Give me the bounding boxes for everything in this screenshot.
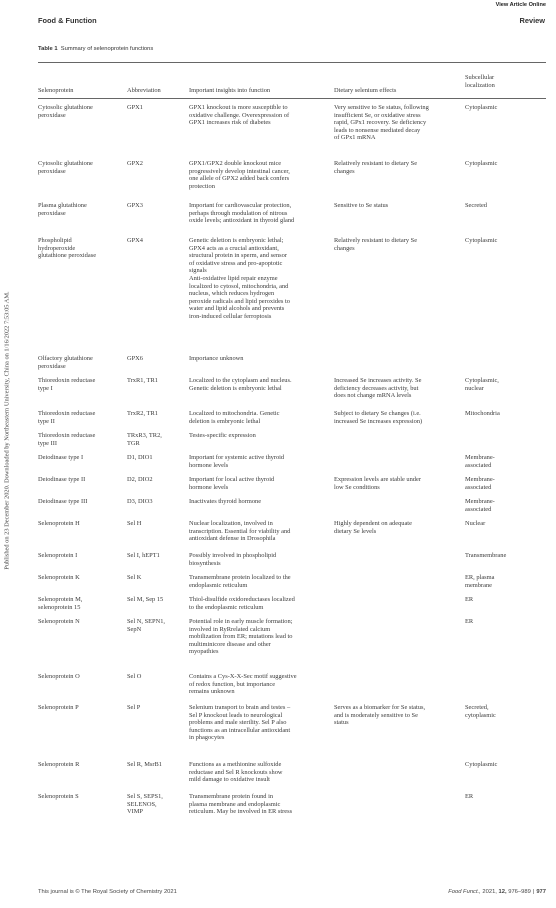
cell-selenoprotein: Selenoprotein M, selenoprotein 15 xyxy=(38,596,83,611)
cell-localization: Cytoplasmic xyxy=(465,237,498,244)
cell-abbreviation: TRxR3, TR2, TGR xyxy=(127,432,162,447)
cell-localization: Membrane- associated xyxy=(465,476,495,491)
table-caption xyxy=(38,46,153,52)
cell-abbreviation: Sel O xyxy=(127,673,142,680)
cell-dietary-effects: Relatively resistant to dietary Se changes xyxy=(334,237,418,252)
cell-function: Functions as a methionine sulfoxide reductase and Sel R knockouts show mild damage to oxidative insult xyxy=(189,761,283,784)
cell-dietary-effects: Increased Se increases activity. Se deficiency decreases activity, but does not change mRNA levels xyxy=(334,377,422,400)
cell-abbreviation: TrxR1, TR1 xyxy=(127,377,158,384)
cell-localization: Cytoplasmic xyxy=(465,160,498,167)
section-name: Review xyxy=(519,16,545,25)
cell-abbreviation: GPX3 xyxy=(127,202,143,209)
cell-function: Important for cardiovascular protection, perhaps through modulation of nitrous oxide levels; antioxidant in thyroid gland xyxy=(189,202,295,225)
cell-localization: Secreted, cytoplasmic xyxy=(465,704,496,719)
cell-abbreviation: GPX6 xyxy=(127,355,143,362)
cell-function: Transmembrane protein localized to the endoplasmic reticulum xyxy=(189,574,291,589)
cell-localization: Transmembrane xyxy=(465,552,507,559)
cell-function: GPX1 knockout is more susceptible to oxidative challenge. Overexpression of GPX1 increases risk of diabetes xyxy=(189,104,290,127)
cell-function: GPX1/GPX2 double knockout mice progressively develop intestinal cancer, one allele of GPX2 added back confers protection xyxy=(189,160,290,190)
cell-selenoprotein: Selenoprotein I xyxy=(38,552,78,559)
citation-year: 2021, xyxy=(482,889,497,895)
cell-abbreviation: Sel I, hEPT1 xyxy=(127,552,160,559)
citation-pages: 976–989 xyxy=(508,889,531,895)
cell-abbreviation: D1, DIO1 xyxy=(127,454,153,461)
cell-selenoprotein: Olfactory glutathione peroxidase xyxy=(38,355,93,370)
cell-localization: Secreted xyxy=(465,202,487,209)
cell-localization: ER xyxy=(465,596,474,603)
cell-function: Localized to the cytoplasm and nucleus. Genetic deletion is embryonic lethal xyxy=(189,377,292,392)
cell-function: Possibly involved in phospholipid biosynthesis xyxy=(189,552,277,567)
footer-citation: Food Funct., 2021, 12, 976–989 | 977 xyxy=(448,889,546,895)
cell-localization: ER xyxy=(465,618,474,625)
cell-selenoprotein: Deiodinase type III xyxy=(38,498,88,505)
cell-function: Nuclear localization, involved in transcription. Essential for viability and antioxidant defense in Drosophila xyxy=(189,520,291,543)
journal-name: Food & Function xyxy=(38,16,97,25)
column-header-localization: Subcellular localization xyxy=(465,74,495,89)
sidebar-text: Published on 23 December 2020. Downloaded by Northeastern University, China on 1/16/2022 7:53:05 AM. xyxy=(3,290,11,570)
cell-function: Important for systemic active thyroid hormone levels xyxy=(189,454,285,469)
cell-selenoprotein: Thioredoxin reductase type II xyxy=(38,410,96,425)
column-header-abbreviation: Abbreviation xyxy=(127,87,161,94)
cell-selenoprotein: Cytosolic glutathione peroxidase xyxy=(38,160,93,175)
cell-abbreviation: GPX4 xyxy=(127,237,143,244)
cell-abbreviation: TrxR2, TR1 xyxy=(127,410,158,417)
cell-selenoprotein: Selenoprotein O xyxy=(38,673,80,680)
cell-abbreviation: GPX2 xyxy=(127,160,143,167)
cell-function: Genetic deletion is embryonic lethal; GPX4 acts as a crucial antioxidant, structural protein in sperm, and sensor of oxidative stress and pro-apoptotic signals Anti-oxidative lipid repair enzyme localized to cytosol, mitochondria, and nucleus, which reduces hydrogen peroxide radicals and lipid peroxides to water and lipid alcohols and prevents iron-induced cellular ferroptosis xyxy=(189,237,290,320)
cell-abbreviation: Sel M, Sep 15 xyxy=(127,596,164,603)
cell-selenoprotein: Selenoprotein R xyxy=(38,761,80,768)
cell-localization: ER, plasma membrane xyxy=(465,574,495,589)
cell-selenoprotein: Deiodinase type I xyxy=(38,454,84,461)
table-top-rule xyxy=(38,62,546,63)
cell-localization: Membrane- associated xyxy=(465,454,495,469)
cell-dietary-effects: Serves as a biomarker for Se status, and is moderately sensitive to Se status xyxy=(334,704,426,727)
sidebar-publication-note xyxy=(1,150,13,710)
cell-dietary-effects: Sensitive to Se status xyxy=(334,202,389,209)
citation-volume: 12, xyxy=(498,889,507,895)
cell-abbreviation: Sel P xyxy=(127,704,141,711)
cell-function: Selenium transport to brain and testes – Sel P knockout leads to neurological problems and male sterility. Sel P also functions as an intracellular antioxidant in phagocytes xyxy=(189,704,291,742)
cell-selenoprotein: Thioredoxin reductase type III xyxy=(38,432,96,447)
cell-selenoprotein: Thioredoxin reductase type I xyxy=(38,377,96,392)
cell-function: Localized to mitochondria. Genetic deletion is embryonic lethal xyxy=(189,410,280,425)
cell-selenoprotein: Deiodinase type II xyxy=(38,476,86,483)
cell-function: Importance unknown xyxy=(189,355,244,362)
table-title: Summary of selenoprotein functions xyxy=(60,46,154,52)
footer-copyright: This journal is © The Royal Society of Chemistry 2021 xyxy=(38,889,177,895)
page-number: 977 xyxy=(536,889,546,895)
column-header-function: Important insights into function xyxy=(189,87,271,94)
cell-localization: ER xyxy=(465,793,474,800)
cell-dietary-effects: Very sensitive to Se status, following insufficient Se, or oxidative stress rapid, GPx1 recovery. Se deficiency leads to nonsense mediated decay of GPx1 mRNA xyxy=(334,104,429,142)
citation-journal: Food Funct., xyxy=(448,889,481,895)
cell-function: Transmembrane protein found in plasma membrane and endoplasmic reticulum. May be involved in ER stress xyxy=(189,793,293,816)
cell-selenoprotein: Selenoprotein H xyxy=(38,520,80,527)
table-header-rule xyxy=(38,98,546,99)
cell-selenoprotein: Selenoprotein S xyxy=(38,793,79,800)
cell-abbreviation: Sel N, SEPN1, SepN xyxy=(127,618,165,633)
cell-abbreviation: D2, DIO2 xyxy=(127,476,153,483)
cell-dietary-effects: Relatively resistant to dietary Se changes xyxy=(334,160,418,175)
cell-localization: Nuclear xyxy=(465,520,486,527)
cell-localization: Cytoplasmic xyxy=(465,761,498,768)
cell-abbreviation: Sel R, MsrB1 xyxy=(127,761,162,768)
cell-function: Important for local active thyroid hormone levels xyxy=(189,476,275,491)
cell-localization: Cytoplasmic, nuclear xyxy=(465,377,499,392)
cell-function: Testes-specific expression xyxy=(189,432,256,439)
cell-localization: Membrane- associated xyxy=(465,498,495,513)
cell-abbreviation: D3, DIO3 xyxy=(127,498,153,505)
cell-selenoprotein: Selenoprotein N xyxy=(38,618,80,625)
cell-function: Potential role in early muscle formation; involved in RyRrelated calcium mobilization from ER; mutations lead to multiminicore disease and other myopathies xyxy=(189,618,293,656)
cell-dietary-effects: Expression levels are stable under low Se conditions xyxy=(334,476,421,491)
cell-localization: Cytoplasmic xyxy=(465,104,498,111)
cell-abbreviation: Sel H xyxy=(127,520,142,527)
column-header-dietary-effects: Dietary selenium effects xyxy=(334,87,397,94)
cell-abbreviation: GPX1 xyxy=(127,104,143,111)
cell-abbreviation: Sel K xyxy=(127,574,142,581)
cell-function: Contains a Cys-X-X-Sec motif suggestive of redox function, but importance remains unknown xyxy=(189,673,297,696)
table-label: Table 1 xyxy=(38,46,58,52)
cell-abbreviation: Sel S, SEPS1, SELENOS, VIMP xyxy=(127,793,163,816)
cell-selenoprotein: Selenoprotein P xyxy=(38,704,79,711)
cell-function: Thiol-disulfide oxidoreductases localized to the endoplasmic reticulum xyxy=(189,596,295,611)
cell-selenoprotein: Cytosolic glutathione peroxidase xyxy=(38,104,93,119)
cell-selenoprotein: Phospholipid hydroperoxide glutathione peroxidase xyxy=(38,237,97,260)
cell-localization: Mitochondria xyxy=(465,410,500,417)
cell-selenoprotein: Plasma glutathione peroxidase xyxy=(38,202,87,217)
cell-dietary-effects: Subject to dietary Se changes (i.e. increased Se increases expression) xyxy=(334,410,423,425)
column-header-selenoprotein: Selenoprotein xyxy=(38,87,74,94)
cell-dietary-effects: Highly dependent on adequate dietary Se levels xyxy=(334,520,412,535)
view-article-online-link[interactable]: View Article Online xyxy=(495,2,546,8)
cell-selenoprotein: Selenoprotein K xyxy=(38,574,80,581)
cell-function: Inactivates thyroid hormone xyxy=(189,498,262,505)
